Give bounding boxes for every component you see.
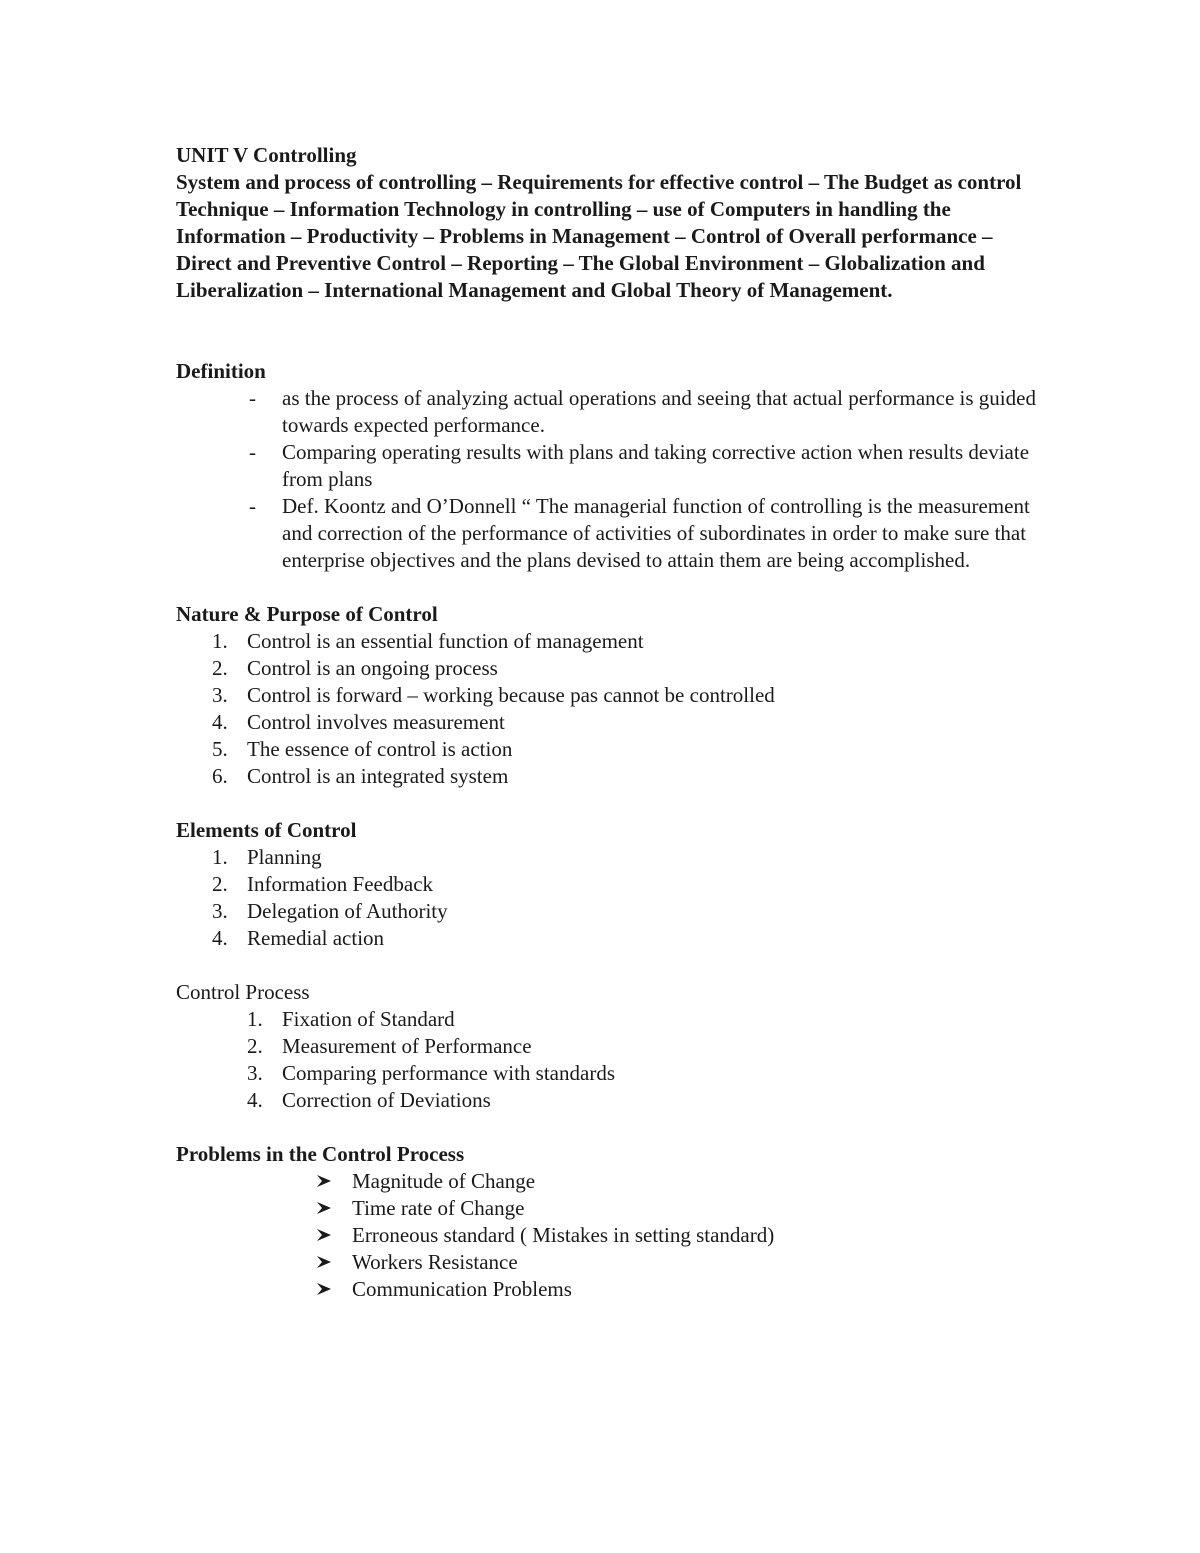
control-process-list (176, 1006, 1036, 1114)
list-item-text: Correction of Deviations (282, 1088, 491, 1112)
list-item (247, 1033, 1036, 1060)
list-number: 1. (247, 1007, 263, 1031)
arrowhead-bullet-icon (316, 1228, 332, 1242)
definition-heading: Definition (176, 359, 266, 383)
list-number: 2. (212, 872, 228, 896)
list-item (247, 1087, 1036, 1114)
list-item-text: Time rate of Change (352, 1196, 525, 1220)
document-page (176, 142, 1036, 1303)
control-process-section (176, 979, 1036, 1114)
list-item-text: Control involves measurement (247, 710, 505, 734)
arrowhead-bullet-icon (316, 1201, 332, 1215)
list-item-text: Def. Koontz and O’Donnell “ The managerial function of controlling is the measurement and correction of the performance of activities of subordinates in order to make sure that enterprise objectives and the plans devised to attain them are being accomplished. (282, 494, 1030, 572)
list-number: 5. (212, 737, 228, 761)
list-item-text: Erroneous standard ( Mistakes in setting standard) (352, 1223, 775, 1247)
list-item (212, 628, 1036, 655)
list-number: 2. (212, 656, 228, 680)
list-item-text: Comparing operating results with plans and taking corrective action when results deviate from plans (282, 440, 1030, 491)
list-item-text: Planning (247, 845, 322, 869)
arrowhead-bullet-icon (316, 1174, 332, 1188)
list-number: 3. (247, 1061, 263, 1085)
list-item (212, 709, 1036, 736)
list-item (212, 763, 1036, 790)
list-item (212, 655, 1036, 682)
list-item-text: Measurement of Performance (282, 1034, 532, 1058)
list-number: 4. (212, 710, 228, 734)
list-item-text: Workers Resistance (352, 1250, 518, 1274)
list-number: 4. (212, 926, 228, 950)
list-item-text: as the process of analyzing actual operations and seeing that actual performance is guided towards expected performance. (282, 386, 1036, 437)
list-number: 6. (212, 764, 228, 788)
list-item-text: Comparing performance with standards (282, 1061, 615, 1085)
list-number: 3. (212, 683, 228, 707)
list-item (212, 844, 1036, 871)
elements-heading: Elements of Control (176, 818, 357, 842)
list-item (212, 925, 1036, 952)
list-item-text: Control is an integrated system (247, 764, 509, 788)
list-item (212, 682, 1036, 709)
nature-purpose-section (176, 601, 1036, 790)
list-item-text: Control is forward – working because pas cannot be controlled (247, 683, 775, 707)
list-item-text: Magnitude of Change (352, 1169, 536, 1193)
problems-list (176, 1168, 1036, 1303)
elements-section (176, 817, 1036, 952)
definition-section (176, 358, 1036, 574)
problems-section (176, 1141, 1036, 1303)
syllabus-paragraph: System and process of controlling – Requirements for effective control – The Budget as control Technique – Information Technology in controlling – use of Computers in handling the Information – Productivity – Problems in Management – Control of Overall performance – Direct and Preventive Control – Reporting – The Global Environment – Globalization and Liberalization – International Management and Global Theory of Management. (176, 170, 1022, 302)
list-item (352, 1222, 1036, 1249)
list-number: 1. (212, 629, 228, 653)
list-number: 3. (212, 899, 228, 923)
list-item (247, 1060, 1036, 1087)
elements-list (176, 844, 1036, 952)
arrowhead-bullet-icon (316, 1282, 332, 1296)
list-item-text: Control is an ongoing process (247, 656, 498, 680)
list-item (249, 493, 1036, 574)
list-item (249, 439, 1036, 493)
list-item (247, 1006, 1036, 1033)
list-item-text: Control is an essential function of management (247, 629, 644, 653)
list-item (212, 871, 1036, 898)
unit-title: UNIT V Controlling (176, 143, 357, 167)
list-item-text: Delegation of Authority (247, 899, 448, 923)
list-number: 1. (212, 845, 228, 869)
dash-marker: - (249, 386, 256, 410)
list-number: 4. (247, 1088, 263, 1112)
list-item (249, 385, 1036, 439)
dash-marker: - (249, 494, 256, 518)
nature-purpose-list (176, 628, 1036, 790)
control-process-heading: Control Process (176, 980, 310, 1004)
definition-list (176, 385, 1036, 574)
arrowhead-bullet-icon (316, 1255, 332, 1269)
list-item (212, 898, 1036, 925)
list-item (352, 1276, 1036, 1303)
nature-purpose-heading: Nature & Purpose of Control (176, 602, 438, 626)
list-item (352, 1168, 1036, 1195)
list-item-text: Fixation of Standard (282, 1007, 455, 1031)
list-item (352, 1195, 1036, 1222)
list-item-text: Communication Problems (352, 1277, 572, 1301)
list-item-text: Remedial action (247, 926, 385, 950)
list-item (212, 736, 1036, 763)
dash-marker: - (249, 440, 256, 464)
list-item (352, 1249, 1036, 1276)
problems-heading: Problems in the Control Process (176, 1142, 465, 1166)
list-item-text: The essence of control is action (247, 737, 513, 761)
list-number: 2. (247, 1034, 263, 1058)
list-item-text: Information Feedback (247, 872, 434, 896)
